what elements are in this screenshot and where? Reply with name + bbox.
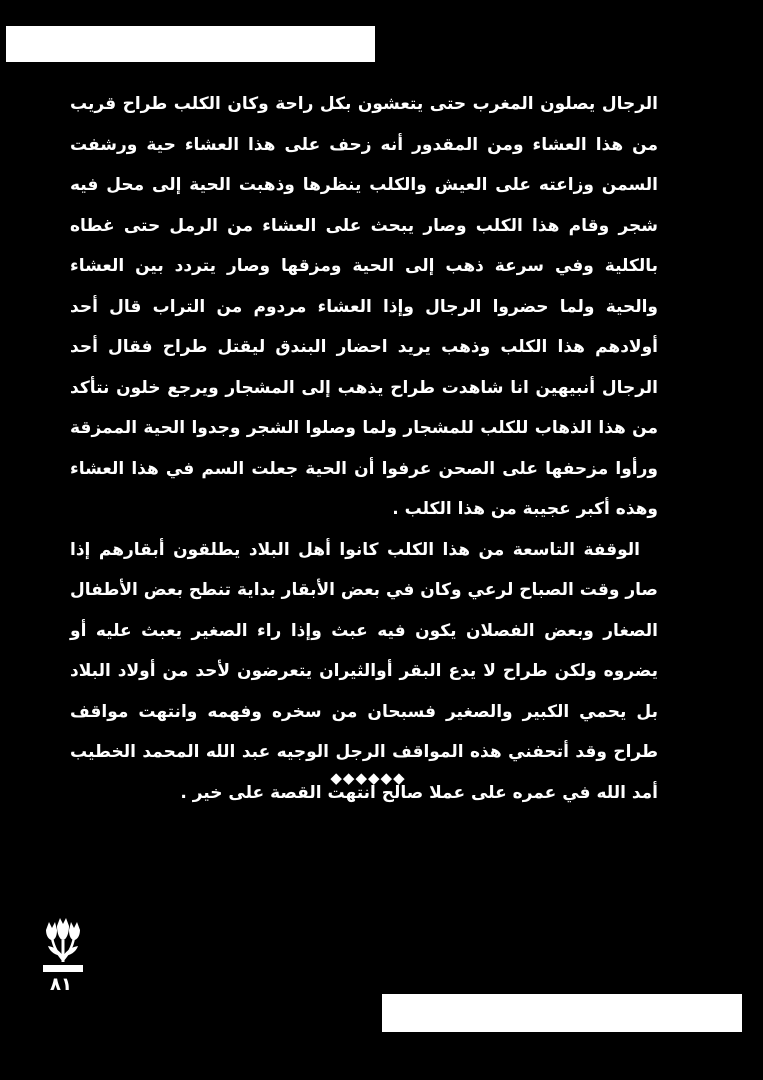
section-end-ornament: ◆◆◆◆◆◆ xyxy=(330,769,406,787)
page-number: ٨١ xyxy=(50,974,72,995)
paragraph-2: الوقفة التاسعة من هذا الكلب كانوا أهل البلاد يطلقون أبقارهم إذا صار وقت الصباح لرعي وكان في بعض الأبقار بداية تنطح بعض الأطفال الصغار وبعض الفصلان يكون فيه عبث وإذا راء الصغير يعبث عليه أو يضروه ولكن طراح لا يدع البقر أوالثيران يتعرضون لأحد من أولاد البلاد بل يحمي الكبير والصغير فسبحان من سخره وفهمه وانتهت مواقف طراح وقد أتحفني هذه المواقف الرجل الوجيه عبد الله المحمد الخطيب أمد الله في عمره على عملا صالح انتهت القصة على خير . xyxy=(70,539,658,803)
redaction-bar-bottom xyxy=(382,994,742,1032)
redaction-bar-top xyxy=(6,26,375,62)
page-body xyxy=(70,84,658,813)
paragraph-1: الرجال يصلون المغرب حتى يتعشون بكل راحة وكان الكلب طراح قريب من هذا العشاء ومن المقدور أنه زحف على هذا العشاء حية ورشفت السمن وزاعته على العيش والكلب ينظرها وذهبت الحية إلى محل فيه شجر وقام هذا الكلب وصار يبحث على العشاء من الرمل حتى غطاه بالكلية وفي سرعة ذهب إلى الحية ومزقها وصار يتردد بين العشاء والحية ولما حضروا الرجال وإذا العشاء مردوم من التراب قال أحد أولادهم هذا الكلب وذهب يريد احضار البندق ليقتل طراح فقال أحد الرجال أنبيهين انا شاهدت طراح يذهب إلى المشجار ويرجع خلون نتأكد من هذا الذهاب للكلب للمشجار ولما وصلوا الشجر وجدوا الحية الممزقة ورأوا مزحفها على الصحن عرفوا أن الحية جعلت السم في هذا العشاء وهذه أكبر عجيبة من هذا الكلب . xyxy=(70,94,658,519)
tulip-ornament-icon xyxy=(40,910,86,974)
